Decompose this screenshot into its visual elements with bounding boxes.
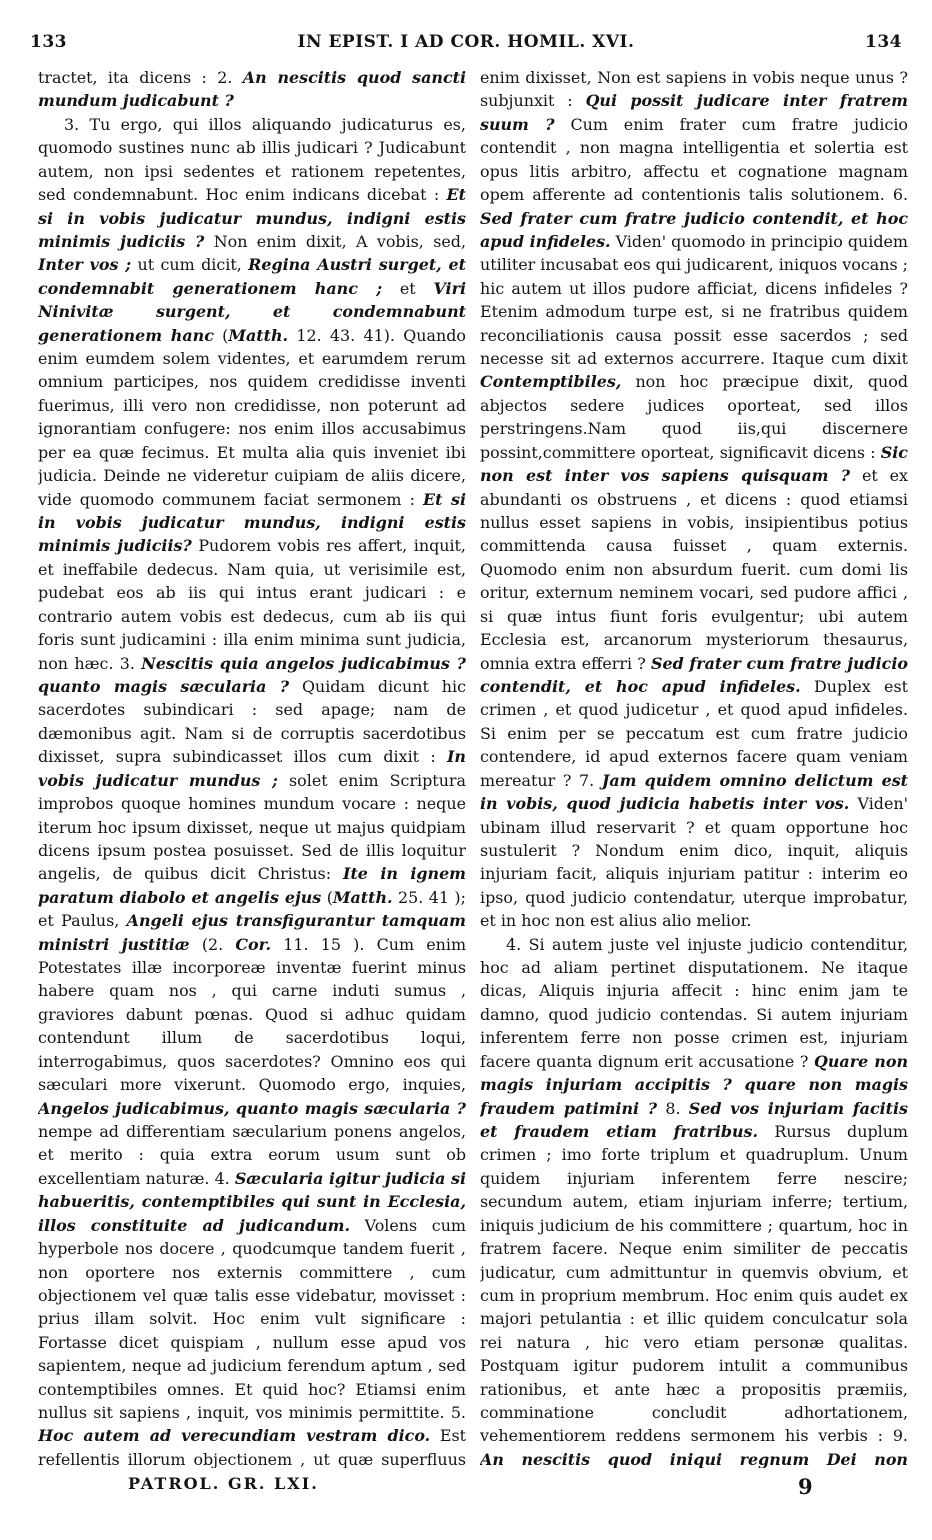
text-run: 3. Tu ergo, qui illos aliquando judicaturus es, quomodo sustines nunc ab illis judicari ? Judicabunt autem, non ipsi sedentes et rationem repetentes, sed condemnabunt. Hoc enim indicans dicebat :	[38, 114, 466, 205]
text-run: Volens cum hyperbole nos docere , quodcumque tandem fuerit , non oportere nos externis committere , cum objectionem vel quæ talis esse videbatur, movisset : prius illam solvit. Hoc enim vult significare : Fortasse dicet quispiam , nullum esse apud vos sapientem, neque ad judicium ferendum aptum , sed contemptibiles omnes. Et quid hoc? Etiamsi enim nullus sit sapiens , inquit, vos minimis permittite. 5.	[38, 1215, 466, 1423]
italic-run: Contemptibiles,	[480, 372, 622, 392]
text-run: et	[382, 278, 434, 298]
text-run: 12. 43. 41). Quando enim eumdem solem videntes, et earumdem rerum omnium participes, nos quidem credidisse inventi fuerimus, illi vero non credidisse, non poterunt ad ignorantiam confugere: nos enim illos accusabimus per ea quæ fecimus. Et multa alia quis inveniet ibi judicia. Deinde ne videretur cuipiam de aliis dicere, vide quomodo communem faciat sermonem :	[38, 325, 466, 509]
paragraph	[480, 66, 908, 933]
text-column-left	[38, 66, 466, 1468]
text-run: 4. Si autem juste vel injuste judicio contenditur, hoc ad aliam pertinet disputationem. Ne itaque dicas, Aliquis injuria affecit : hinc enim jam te damno, quod judicio contendas. Si autem injuriam inferentem ferre non posse crimen est, injuriam facere quanta dignum erit accusatione ?	[480, 934, 908, 1071]
text-run: 8.	[657, 1098, 689, 1118]
text-run: solet enim Scriptura improbos quoque homines mundum vocare : neque iterum hoc ipsum dixisset, neque ut majus quidpiam dicens ipsum postea posuisset. Sed de illis loquitur angelis, de quibus dicit Christus:	[38, 770, 466, 884]
italic-run: An nescitis quod iniqui regnum Dei non	[480, 1449, 908, 1468]
running-title: IN EPIST. I AD COR. HOMIL. XVI.	[297, 32, 635, 52]
italic-run: Angeli ejus transfigurantur tamquam ministri justitiæ	[38, 911, 466, 954]
text-run: et ex abundanti os obstruens , et dicens : quod etiamsi nullus esset sapiens in vobis, insipientibus potius committenda causa fuisset , quam externis. Quomodo enim non absurdum fuerit. cum domi lis oritur, externum neminem vocari, sed pudore affici , si quæ intus fiunt foris evulgentur; ubi autem Ecclesia est, arcanorum mysteriorum thesaurus, omnia extra efferri ?	[480, 466, 908, 673]
text-run: ut cum dicit,	[131, 255, 249, 275]
italic-run: Et si in vobis judicatur mundus, indigni estis minimis judiciis?	[38, 489, 466, 556]
italic-run: Viri Ninivitæ surgent, et condemnabunt generationem hanc	[38, 278, 466, 345]
text-run: Est refellentis illorum objectionem , ut quæ superfluus	[38, 1426, 466, 1468]
text-run: 11. 15 ). Cum enim Potestates illæ incorporeæ inventæ fuerint minus habere quam nos , qui carne induti sumus , graviores dabunt pœnas. Quod si adhuc quidam contendunt illum de sacerdotibus loqui, interrogabimus, quos sacerdotes? Omnino eos qui sæculari more vixerunt. Quomodo ergo, inquies,	[38, 934, 466, 1095]
paragraph	[38, 66, 466, 113]
text-run: Non enim dixit, A vobis, sed,	[204, 231, 466, 251]
italic-run: Sic non est inter vos sapiens quisquam ?	[480, 442, 908, 486]
printer-signature: PATROL. GR. LXI.	[128, 1474, 319, 1493]
text-run: 25. 41 ); et Paulus,	[38, 887, 466, 931]
italic-run: Ite in ignem paratum diabolo et angelis ejus	[38, 864, 466, 907]
text-run: Pudorem vobis res affert, inquit, et ineffabile dedecus. Nam quia, ut verisimile est, pudebat eos ab iis qui intus erant judicari : e contrario autem vobis est dedecus, cum ab iis qui foris sunt judicamini : illa enim minima sunt judicia, non hæc. 3.	[38, 536, 466, 673]
italic-run: Inter vos ;	[38, 255, 132, 275]
italic-run: Hoc autem ad verecundiam vestram dico.	[38, 1426, 431, 1446]
text-run: Viden' ubinam illud reservarit ? et quam opportune hoc sustulerit ? Nondum enim dico, inquit, aliquis injuriam facit, aliquis injuriam patitur : interim eo ipso, quod judicio contendatur, uterque improbatur, et in hoc non est alius alio melior.	[480, 794, 908, 931]
page-number-right: 134	[865, 32, 902, 52]
italic-run: In vobis judicatur mundus ;	[38, 747, 466, 790]
text-run: tractet, ita dicens : 2.	[38, 68, 243, 87]
paragraph	[480, 933, 908, 1468]
italic-run: Matth.	[332, 887, 393, 907]
text-run: enim dixisset, Non est sapiens in vobis neque unus ? subjunxit :	[480, 68, 908, 111]
italic-run: Et si in vobis judicatur mundus, indigni estis minimis judiciis ?	[38, 185, 466, 251]
italic-run: Sed vos injuriam facitis et fraudem etiam fratribus.	[480, 1098, 908, 1141]
text-run: Viden' quomodo in principio quidem utiliter incusabat eos qui judicarent, iniquos vocans ; hic autem ut illos pudore afficiat, dicens infideles ? Etenim admodum turpe est, si ne fratribus quidem reconciliationis causa possit esse sacerdos ; sed necesse sit ad externos accurrere. Itaque cum dixit	[480, 231, 908, 369]
italic-run: Sed frater cum fratre judicio contendit, et hoc apud infideles.	[480, 208, 908, 251]
sheet-number: 9	[798, 1474, 813, 1499]
italic-run: Sed frater cum fratre judicio contendit, et hoc apud infideles.	[480, 653, 908, 696]
text-run: (	[213, 325, 229, 345]
italic-run: Qui possit judicare inter fratrem suum ?	[480, 91, 908, 134]
italic-run: Nescitis quia angelos judicabimus ? quanto magis sæcularia ?	[38, 653, 466, 696]
italic-run: Regina Austri surget, et condemnabit generationem hanc ;	[38, 255, 466, 298]
text-run: non hoc præcipue dixit, quod abjectos sedere judices oporteat, sed illos perstringens.Nam quod iis,qui discernere possint,committere oporteat, significavit dicens :	[480, 372, 908, 462]
italic-run: An nescitis quod sancti mundum judicabunt ?	[38, 68, 466, 111]
running-header	[30, 32, 902, 58]
text-run: Quidam dicunt hic sacerdotes subindicari : sed apage; nam de dæmonibus agit. Nam si de corruptis sacerdotibus dixisset, supra subindicasset illos cum dixit :	[38, 676, 466, 767]
italic-run: Jam quidem omnino delictum est in vobis, quod judicia habetis inter vos.	[480, 770, 908, 814]
italic-run: Angelos judicabimus, quanto magis sæcularia ?	[38, 1098, 466, 1118]
text-run: (2.	[189, 934, 236, 954]
italic-run: Sæcularia igitur judicia si habueritis, contemptibiles qui sunt in Ecclesia, illos constituite ad judicandum.	[38, 1168, 466, 1235]
page-number-left: 133	[30, 32, 67, 52]
text-run: nempe ad differentiam sæcularium ponens angelos, et merito : quia extra eorum usum sunt ob excellentiam naturæ. 4.	[38, 1121, 466, 1188]
text-run: Rursus duplum crimen ; imo forte triplum et quadruplum. Unum quidem injuriam inferentem ferre nescire; secundum autem, etiam injuriam inferre; tertium, iniquis judicium de his committere ; quartum, hoc in fratrem facere. Neque enim similiter de peccatis judicatur, cum admittuntur in quemvis obvium, et cum in proprium membrum. Hoc enim quis audet ex majori petulantia : et illic quidem conculcatur sola rei natura , hic vero etiam personæ qualitas. Postquam igitur pudorem intulit a communibus rationibus, et ante hæc a propositis præmiis, comminatione concludit adhortationem, vehementiorem reddens sermonem his verbis : 9.	[480, 1121, 908, 1446]
italic-run: Quare non magis injuriam accipitis ? quare non magis fraudem patimini ?	[480, 1051, 908, 1118]
italic-run: Matth.	[228, 325, 289, 345]
text-run: (	[321, 887, 333, 907]
italic-run: Cor.	[235, 934, 272, 954]
text-run: Duplex est crimen , et quod judicetur , et quod apud infideles. Si enim per se peccatum est cum fratre judicio contendere, id apud externos facere quam veniam mereatur ? 7.	[480, 676, 908, 790]
text-run: Cum enim frater cum fratre judicio contendit , non magna intelligentia et solertia est opus litis arbitro, affectu et cognatione magnam opem afferente ad contentionis talis solutionem. 6.	[480, 114, 908, 205]
text-column-right	[480, 66, 908, 1468]
paragraph	[38, 113, 466, 1468]
